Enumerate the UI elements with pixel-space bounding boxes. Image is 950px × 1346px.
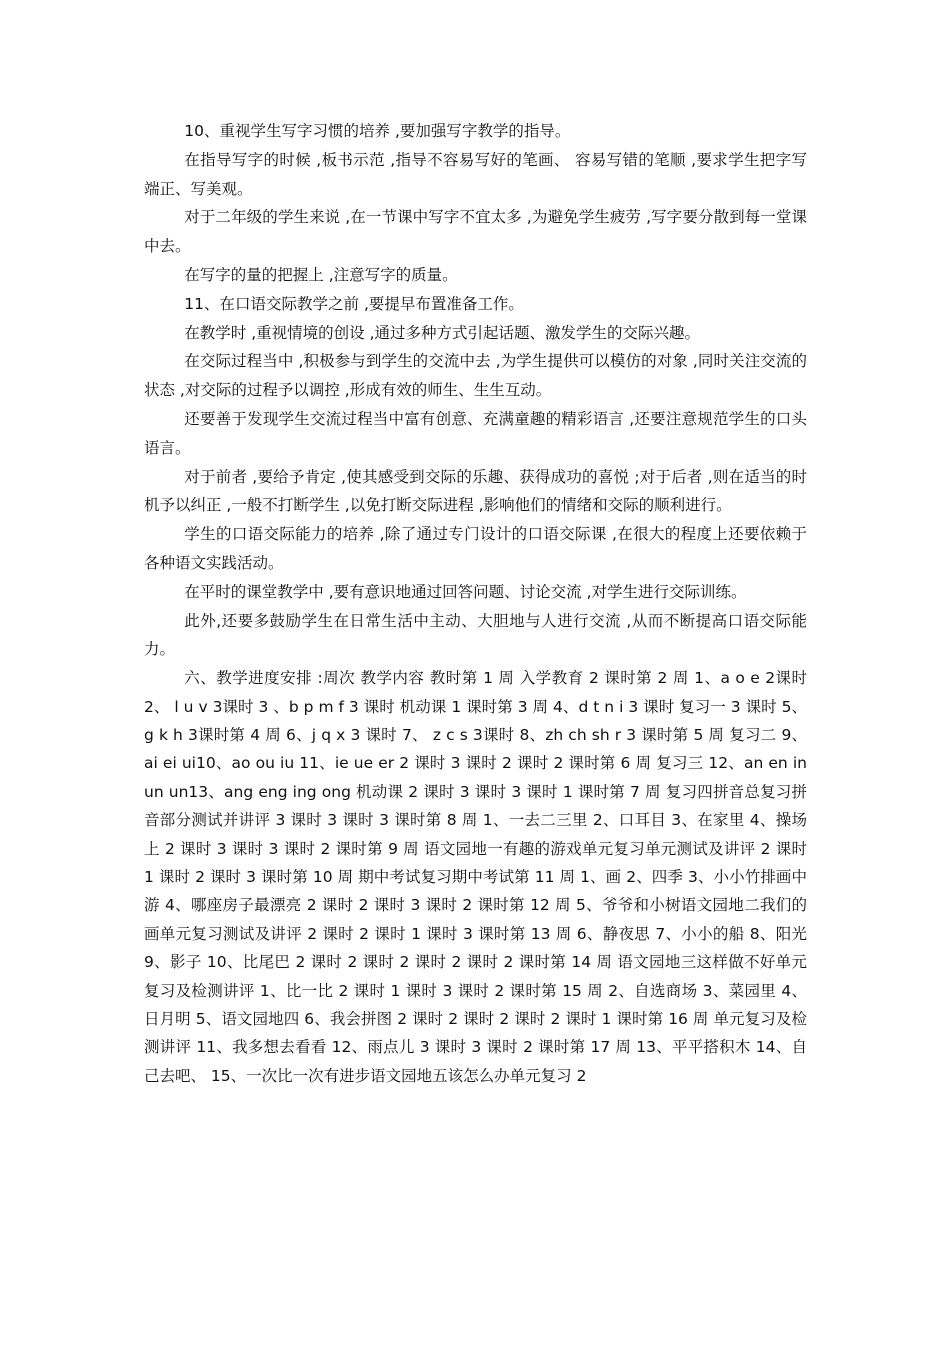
document-body: [144, 117, 807, 1090]
paragraph: 此外,还要多鼓励学生在日常生活中主动、大胆地与人进行交流 ,从而不断提高口语交际能力。: [144, 611, 807, 659]
paragraph: 在平时的课堂教学中 ,要有意识地通过回答问题、讨论交流 ,对学生进行交际训练。: [184, 582, 747, 601]
paragraph: 对于前者 ,要给予肯定 ,使其感受到交际的乐趣、获得成功的喜悦 ;对于后者 ,则在适当的时机予以纠正 ,一般不打断学生 ,以免打断交际进程 ,影响他们的情绪和交际的顺利进行。: [144, 467, 807, 515]
paragraph: 还要善于发现学生交流过程当中富有创意、充满童趣的精彩语言 ,还要注意规范学生的口头语言。: [144, 409, 807, 457]
paragraph: 在指导写字的时候 ,板书示范 ,指导不容易写好的笔画、 容易写错的笔顺 ,要求学生把字写端正、写美观。: [144, 150, 807, 198]
paragraph: 在交际过程当中 ,积极参与到学生的交流中去 ,为学生提供可以模仿的对象 ,同时关注交流的状态 ,对交际的过程予以调控 ,形成有效的师生、生生互动。: [144, 352, 807, 400]
paragraph: 11、在口语交际教学之前 ,要提早布置准备工作。: [184, 294, 524, 313]
paragraph: 在教学时 ,重视情境的创设 ,通过多种方式引起话题、激发学生的交际兴趣。: [184, 323, 701, 342]
paragraph: 对于二年级的学生来说 ,在一节课中写字不宜太多 ,为避免学生疲劳 ,写字要分散到每一堂课中去。: [144, 208, 807, 256]
paragraph: 学生的口语交际能力的培养 ,除了通过专门设计的口语交际课 ,在很大的程度上还要依赖于各种语文实践活动。: [144, 525, 807, 572]
teaching-schedule-paragraph: 六、教学进度安排 :周次 教学内容 教时第 1 周 入学教育 2 课时第 2 周 1、a o e 2课时 2、 l u v 3课时 3 、b p m f 3 课时 机动课 1 课时第 3 周 4、d t n i 3 课时 复习一 3 课时 5、g k h 3课时第 4 周 6、j q x 3 课时 7、 z c s 3课时 8、zh ch sh r 3 课时第 5 周 复习二 9、ai ei ui10、ao ou iu 11、ie ue er 2 课时 3 课时 2 课时 2 课时第 6 周 复习三 12、an en in un un13、ang eng ing ong 机动课 2 课时 3 课时 3 课时 1 课时第 7 周 复习四拼音总复习拼音部分测试并讲评 3 课时 3 课时 3 课时第 8 周 1、一去二三里 2、口耳目 3、在家里 4、操场上 2 课时 3 课时 3 课时 2 课时第 9 周 语文园地一有趣的游戏单元复习单元测试及讲评 2 课时 1 课时 2 课时 3 课时第 10 周 期中考试复习期中考试第 11 周 1、画 2、四季 3、小小竹排画中游 4、哪座房子最漂亮 2 课时 2 课时 3 课时 2 课时第 12 周 5、爷爷和小树语文园地二我们的画单元复习测试及讲评 2 课时 2 课时 1 课时 3 课时第 13 周 6、静夜思 7、小小的船 8、阳光 9、影子 10、比尾巴 2 课时 2 课时 2 课时 2 课时 2 课时第 14 周 语文园地三这样做不好单元复习及检测讲评 1、比一比 2 课时 1 课时 3 课时 2 课时第 15 周 2、自选商场 3、菜园里 4、日月明 5、语文园地四 6、我会拼图 2 课时 2 课时 2 课时 2 课时 1 课时第 16 周 单元复习及检测讲评 11、我多想去看看 12、雨点儿 3 课时 3 课时 2 课时第 17 周 13、平平搭积木 14、自己去吧、 15、一次比一次有进步语文园地五该怎么办单元复习 2: [144, 669, 807, 1085]
paragraph: 在写字的量的把握上 ,注意写字的质量。: [184, 265, 458, 284]
paragraph: 10、重视学生写字习惯的培养 ,要加强写字教学的指导。: [184, 122, 571, 140]
